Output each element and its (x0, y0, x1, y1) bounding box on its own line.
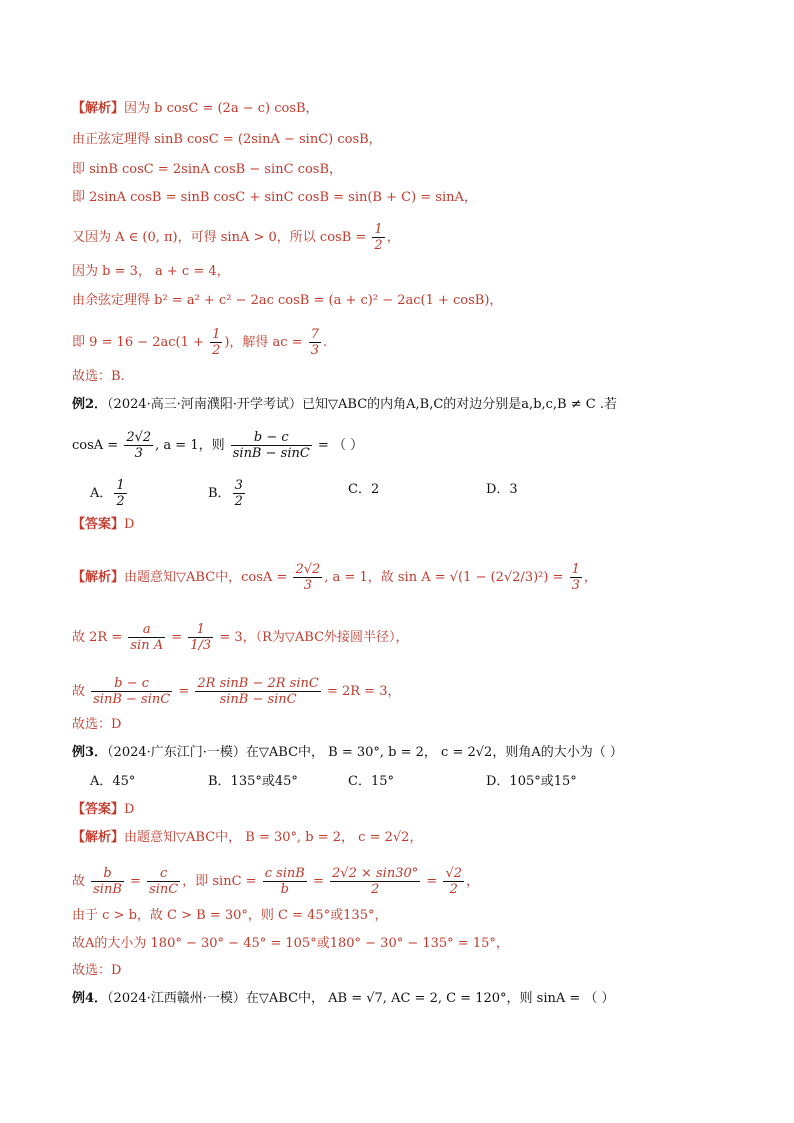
solution-line: 即 9 = 16 − 2ac(1 + $\frac{1}{2}$ )，解得 ac = $\frac{7}{3}$ . (72, 327, 328, 358)
fraction: $\frac{3}{2}$ (234, 478, 243, 509)
solution-line: 【解析】由题意知▽ABC中， B = 30°, b = 2， c = 2√2， (72, 830, 423, 845)
example-text: （2024·高三·河南濮阳·开学考试）已知▽ABC的内角A,B,C的对边分别是a,b,c,B ≠ C .若 (107, 397, 617, 412)
fraction: $\frac{2√2}{3}$ (126, 430, 152, 461)
solution-line: 故 2R = $\frac{a}{\text{sin A}}$ = $\frac{1}{1/3}$ = 3，（R为▽ABC外接圆半径）， (72, 622, 409, 653)
example-text: （2024·江西赣州·一模）在▽ABC中， AB = √7, AC = 2, C = 120°，则 sinA = （ ） (107, 991, 615, 1006)
option-d: D．105°或15° (486, 774, 577, 789)
fraction: $\frac{b}{\sin B}$ (93, 866, 122, 897)
fraction: $\frac{√2}{2}$ (445, 866, 462, 897)
option-d: D．3 (486, 482, 518, 497)
solution-text: 因为 b cosC = (2a − c) cosB， (124, 101, 319, 116)
fraction: $\frac{1}{2}$ (212, 327, 221, 358)
solution-line: 故 $\frac{b}{\sin B}$ = $\frac{c}{\sin C}$ ，即 sinC = $\frac{\text{c sinB}}{b}$ = $\frac{2√2 \times \sin 30^\circ}{2}$ = $\frac{√2}{2}$ ， (72, 866, 480, 897)
fraction: $\frac{1}{2}$ (374, 222, 383, 253)
solution-line: 故 $\frac{b - c}{\sin B - \sin C}$ = $\frac{\text{2R sinB − 2R sinC}}{\sin B - \sin C}$ = 2R = 3， (72, 676, 401, 707)
fraction: $\frac{a}{\text{sin A}}$ (130, 622, 164, 653)
example-label: 例3． (72, 745, 108, 760)
option-c: C．15° (348, 774, 394, 789)
fraction: $\frac{b - c}{\sin B - \sin C}$ (93, 676, 171, 707)
solution-line: 因为 b = 3， a + c = 4， (72, 264, 230, 279)
example-label: 例2． (72, 397, 108, 412)
solution-line: 即 sinB cosC = 2sinA cosB − sinC cosB， (72, 162, 342, 177)
fraction: $\frac{\text{2R sinB − 2R sinC}}{\sin B - \sin C}$ (197, 676, 319, 707)
option-a: A．45° (90, 774, 136, 789)
example-text: （2024·广东江门·一模）在▽ABC中， B = 30°, b = 2， c = 2√2，则角A的大小为（ ） (107, 745, 623, 760)
example-2-question: cosA = $\frac{2√2}{3}$ , a = 1，则 $\frac{b - c}{\sin B - \sin C}$ = （ ） (72, 430, 364, 461)
answer-tag: 【答案】 (72, 517, 125, 532)
fraction: $\frac{\text{c sinB}}{b}$ (264, 866, 305, 897)
answer-line (72, 801, 134, 819)
answer-choice-line: 故选：B. (72, 369, 125, 384)
answer-choice-line: 故选：D (72, 717, 122, 732)
solution-line: 即 2sinA cosB = sinB cosC + sinC cosB = sin(B + C) = sinA， (72, 190, 477, 205)
option-b: B．135°或45° (208, 774, 298, 789)
fraction: $\frac{2√2}{3}$ (295, 562, 321, 593)
example-label: 例4． (72, 991, 108, 1006)
fraction: $\frac{1}{2}$ (116, 478, 125, 509)
solution-line: 故A的大小为 180° − 30° − 45° = 105°或180° − 30° − 135° = 15°， (72, 936, 509, 951)
solution-line: 由正弦定理得 sinB cosC = (2sinA − sinC) cosB， (72, 132, 382, 147)
solution-line: 由余弦定理得 b² = a² + c² − 2ac cosB = (a + c)² − 2ac(1 + cosB)， (72, 293, 503, 308)
answer-line (72, 516, 134, 534)
solution-line: 又因为 A ∈ (0, π)，可得 sinA > 0，所以 cosB = $\frac{1}{2}$ ， (72, 222, 400, 253)
option-a: A． $\frac{1}{2}$ (90, 478, 125, 509)
fraction: $\frac{c}{\sin C}$ (149, 866, 179, 897)
fraction: $\frac{7}{3}$ (310, 327, 320, 358)
fraction: $\frac{2√2 \times \sin 30^\circ}{2}$ (332, 866, 419, 897)
solution-line: 由于 c > b，故 C > B = 30°，则 C = 45°或135°， (72, 908, 388, 923)
answer-choice-line: 故选：D (72, 963, 122, 978)
answer-tag: 【答案】 (72, 802, 125, 817)
solution-line: 【解析】由题意知▽ABC中，cosA = $\frac{2√2}{3}$ , a = 1，故 sin A = √(1 − (2√2/3)²) = $\frac{1}{3}$ ， (72, 562, 597, 593)
example-2-heading (72, 396, 617, 414)
option-b: B． $\frac{3}{2}$ (208, 478, 243, 509)
example-3-heading (72, 744, 623, 762)
analysis-tag: 【解析】 (72, 101, 125, 116)
option-c: C．2 (348, 482, 380, 497)
answer-value: D (124, 517, 135, 532)
solution-line (72, 100, 319, 118)
answer-value: D (124, 802, 135, 817)
fraction: $\frac{b - c}{\sin B - \sin C}$ (232, 430, 310, 461)
fraction: $\frac{1}{1/3}$ (190, 622, 212, 653)
fraction: $\frac{1}{3}$ (571, 562, 580, 593)
example-4-heading (72, 990, 615, 1008)
